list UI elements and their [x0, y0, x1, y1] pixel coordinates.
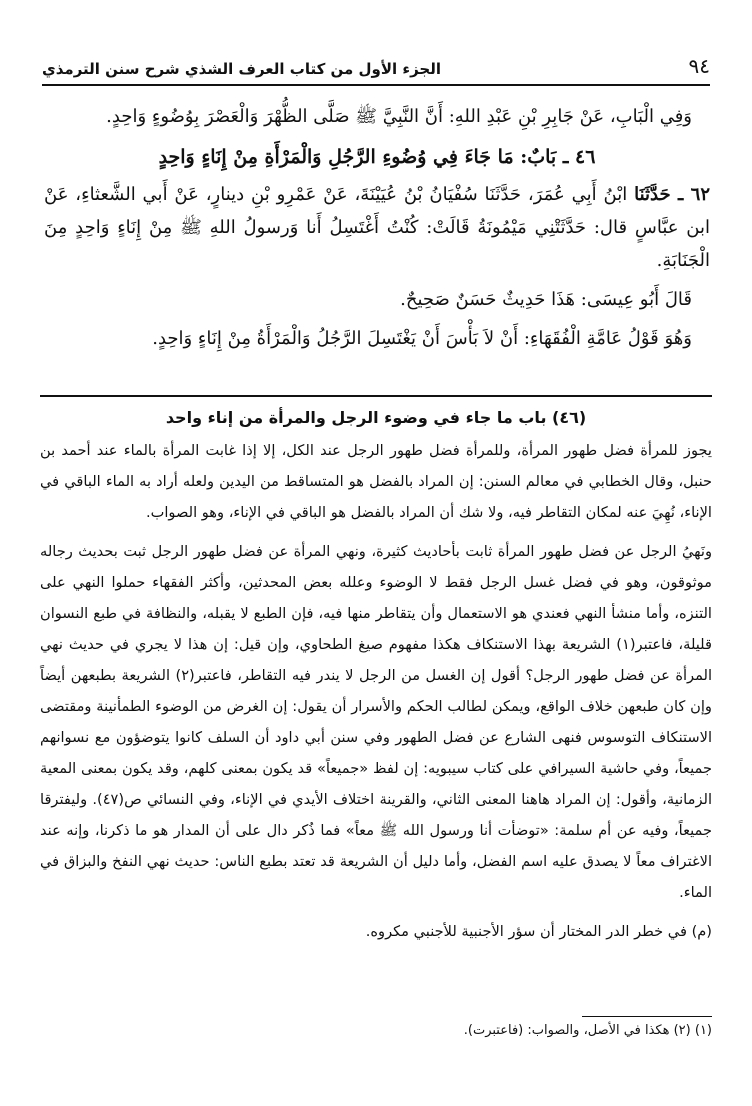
fiqh-note: وَهُوَ قَوْلُ عَامَّةِ الْفُقَهَاءِ: أَنْ لاَ بَأْسَ أَنْ يَغْتَسِلَ الرَّجُلُ وَالْمَرْأَةُ مِنْ إِنَاءٍ وَاحِدٍ.	[152, 328, 692, 349]
page-number: ٩٤	[688, 54, 710, 78]
hadith-section	[44, 100, 710, 361]
footnote: (١) (٢) هكذا في الأصل، والصواب: (فاعتبرت).	[463, 1023, 712, 1038]
commentary-paragraph-2: ونَهيُ الرجل عن فضل طهور المرأة ثابت بأحاديث كثيرة، ونهي المرأة عن فضل طهور الرجل ثبت بحديث رجاله موثوقون، وهو في فضل غسل الرجل فقط لا الوضوء وعلله بعض المحدثين، وأكثر الفقهاء حملوا النهي على التنزه، وأما منشأ النهي فعندي هو الاستعمال وأن يتقاطر منها فيه، فإن الطبع لا يقبله، والنظافة في طبع النسوان قليلة، فاعتبر(١) الشريعة بهذا الاستنكاف هكذا مفهوم صيغ الطحاوي، وإن قيل: إن هذا لا يجري في حديث نهي المرأة عن فضل طهور الرجل؟ أقول إن الغسل من الرجل لا يندر فيه التقاطر، فاعتبر(٢) الشريعة بطبعهن أيضاً وإن كان طبعهن خلاف الواقع، ويمكن لطالب الحكم والأسرار أن يقول: إن الغرض من الوضوء الطمأنينة ومقتضى الاستنكاف التوسوس فنهى الشارع عن فضل الطهور وفي سنن أبي داود أن السلف كانوا يتوضؤون مع نسوانهم جميعاً، وفي حاشية السيرافي على كتاب سيبويه: إن لفظ «جميعاً» قد يكون بمعنى كلهم، وقد يكون بمعنى المعية الزمانية، وأقول: إن المراد هاهنا المعنى الثاني، والقرينة اختلاف الأيدي في الإناء، وفي النسائي ص(٤٧). وليفترقا جميعاً، وفيه عن أم سلمة: «توضأت أنا ورسول الله ﷺ معاً» فما ذُكر دال على أن المدار هو ما ذكرنا، وإنه عند الاغتراف معاً لا يصدق عليه اسم الفضل، وأما دليل أن الشريعة قد تعتد بطبع الناس: حديث نهي النفخ والبزاق في الماء.	[40, 543, 713, 901]
commentary-section	[40, 402, 712, 947]
commentary-paragraph-1: يجوز للمرأة فضل طهور المرأة، وللمرأة فضل طهور الرجل عند الكل، إلا إذا غابت المرأة بالماء عند أحمد بن حنبل، وقال الخطابي في معالم السنن: إن المراد بالفضل هو المتساقط من اليدين ولعله أراد به الماء الباقي في الإناء، نُهِيَ عنه لمكان التقاطر فيه، ولا شك أن المراد بالفضل هو الباقي في الإناء، وهو الصواب.	[40, 442, 712, 521]
footnote-rule	[582, 1016, 712, 1017]
running-title: الجزء الأول من كتاب العرف الشذي شرح سنن الترمذي	[42, 60, 441, 78]
hadith-body	[44, 178, 710, 277]
commentary-heading: (٤٦) باب ما جاء في وضوء الرجل والمرأة من إناء واحد	[165, 408, 587, 427]
hadith-text: ابْنُ أَبِي عُمَرَ، حَدَّثَنَا سُفْيَانُ بْنُ عُيَيْنَةَ، عَنْ عَمْرِو بْنِ دينارٍ، عَنْ أَبي الشَّعثاءِ، عَنْ ابن عبَّاسٍ قال: حَدَّثَتْنِي مَيْمُونَةُ قَالَتْ: كُنْتُ أَغْتَسِلُ أَنا وَرسولُ اللهِ ﷺ مِنْ إِنَاءٍ وَاحِدٍ مِنَ الْجَنَابَةِ.	[44, 184, 710, 271]
chapter-heading: ٤٦ ـ بَابٌ: مَا جَاءَ فِي وُضُوءِ الرَّجُلِ وَالْمَرْأَةِ مِنْ إِنَاءٍ وَاحِدٍ	[158, 146, 596, 168]
intro-line: وَفِي الْبَابِ، عَنْ جَابِرِ بْنِ عَبْدِ اللهِ: أَنَّ النَّبِيَّ ﷺ صَلَّى الظُّهْرَ وَالْعَصْرَ بِوُضُوءٍ وَاحِدٍ.	[106, 106, 692, 127]
page-header	[42, 38, 710, 86]
commentary-paragraph-3: (م) في خطر الدر المختار أن سؤر الأجنبية للأجنبي مكروه.	[365, 923, 712, 940]
section-divider	[40, 395, 712, 397]
hadith-number: ٦٢ ـ حَدَّثَنَا	[634, 184, 711, 205]
hadith-grading: قَالَ أَبُو عِيسَى: هَذَا حَدِيثٌ حَسَنٌ صَحِيحٌ.	[400, 289, 692, 310]
